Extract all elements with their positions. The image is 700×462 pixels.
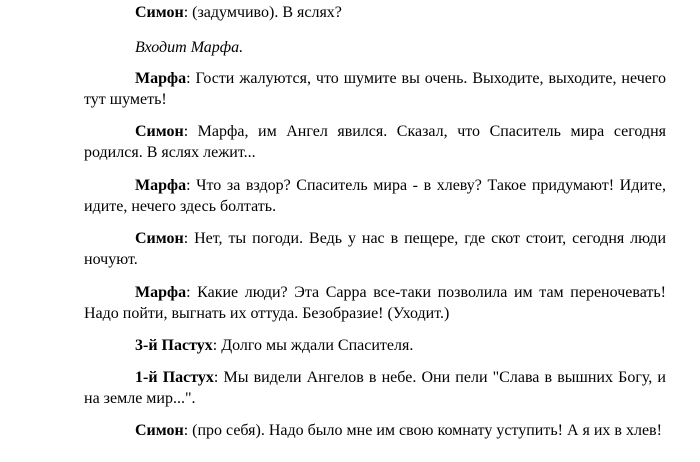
dialogue-text: : (про себя). Надо было мне им свою комнату уступить! А я их в хлев! <box>183 422 662 439</box>
speaker-name: Марфа <box>135 284 187 301</box>
dialogue-text: : Марфа, им Ангел явился. Сказал, что Спаситель мира сегодня родился. В яслях лежит... <box>84 123 666 161</box>
speaker-name: Симон <box>135 4 184 21</box>
paragraph-4 <box>84 121 666 163</box>
speaker-name: Симон <box>135 422 184 439</box>
paragraph-9 <box>84 367 666 409</box>
dialogue-text: : Гости жалуются, что шумите вы очень. Выходите, выходите, нечего тут шуметь! <box>84 70 666 108</box>
speaker-name: 3-й Пастух <box>135 337 213 354</box>
dialogue-text: : Что за вздор? Спаситель мира - в хлеву? Такое придумают! Идите, идите, нечего здесь болтать. <box>84 177 666 215</box>
paragraph-2 <box>84 37 666 58</box>
dialogue-text: : Нет, ты погоди. Ведь у нас в пещере, где скот стоит, сегодня люди ночуют. <box>84 230 666 268</box>
speaker-name: Симон <box>135 230 184 247</box>
speaker-name: Симон <box>135 123 184 140</box>
dialogue-text: : (задумчиво). В яслях? <box>183 4 342 21</box>
dialogue-text: : Какие люди? Эта Сарра все-таки позволила им там переночевать! Надо пойти, выгнать их оттуда. Безобразие! (Уходит.) <box>84 284 666 322</box>
paragraph-5 <box>84 175 666 217</box>
dialogue-text: : Долго мы ждали Спасителя. <box>212 337 414 354</box>
speaker-name: Марфа <box>135 70 187 87</box>
paragraph-10 <box>84 420 666 441</box>
dialogue-text: : Мы видели Ангелов в небе. Они пели "Слава в вышних Богу, и на земле мир...". <box>84 369 666 407</box>
paragraph-1 <box>84 2 666 23</box>
paragraph-6 <box>84 228 666 270</box>
paragraph-8 <box>84 335 666 356</box>
paragraph-3 <box>84 68 666 110</box>
speaker-name: 1-й Пастух <box>135 369 214 386</box>
speaker-name: Марфа <box>135 177 187 194</box>
paragraph-7 <box>84 282 666 324</box>
stage-direction: Входит Марфа. <box>135 39 244 56</box>
